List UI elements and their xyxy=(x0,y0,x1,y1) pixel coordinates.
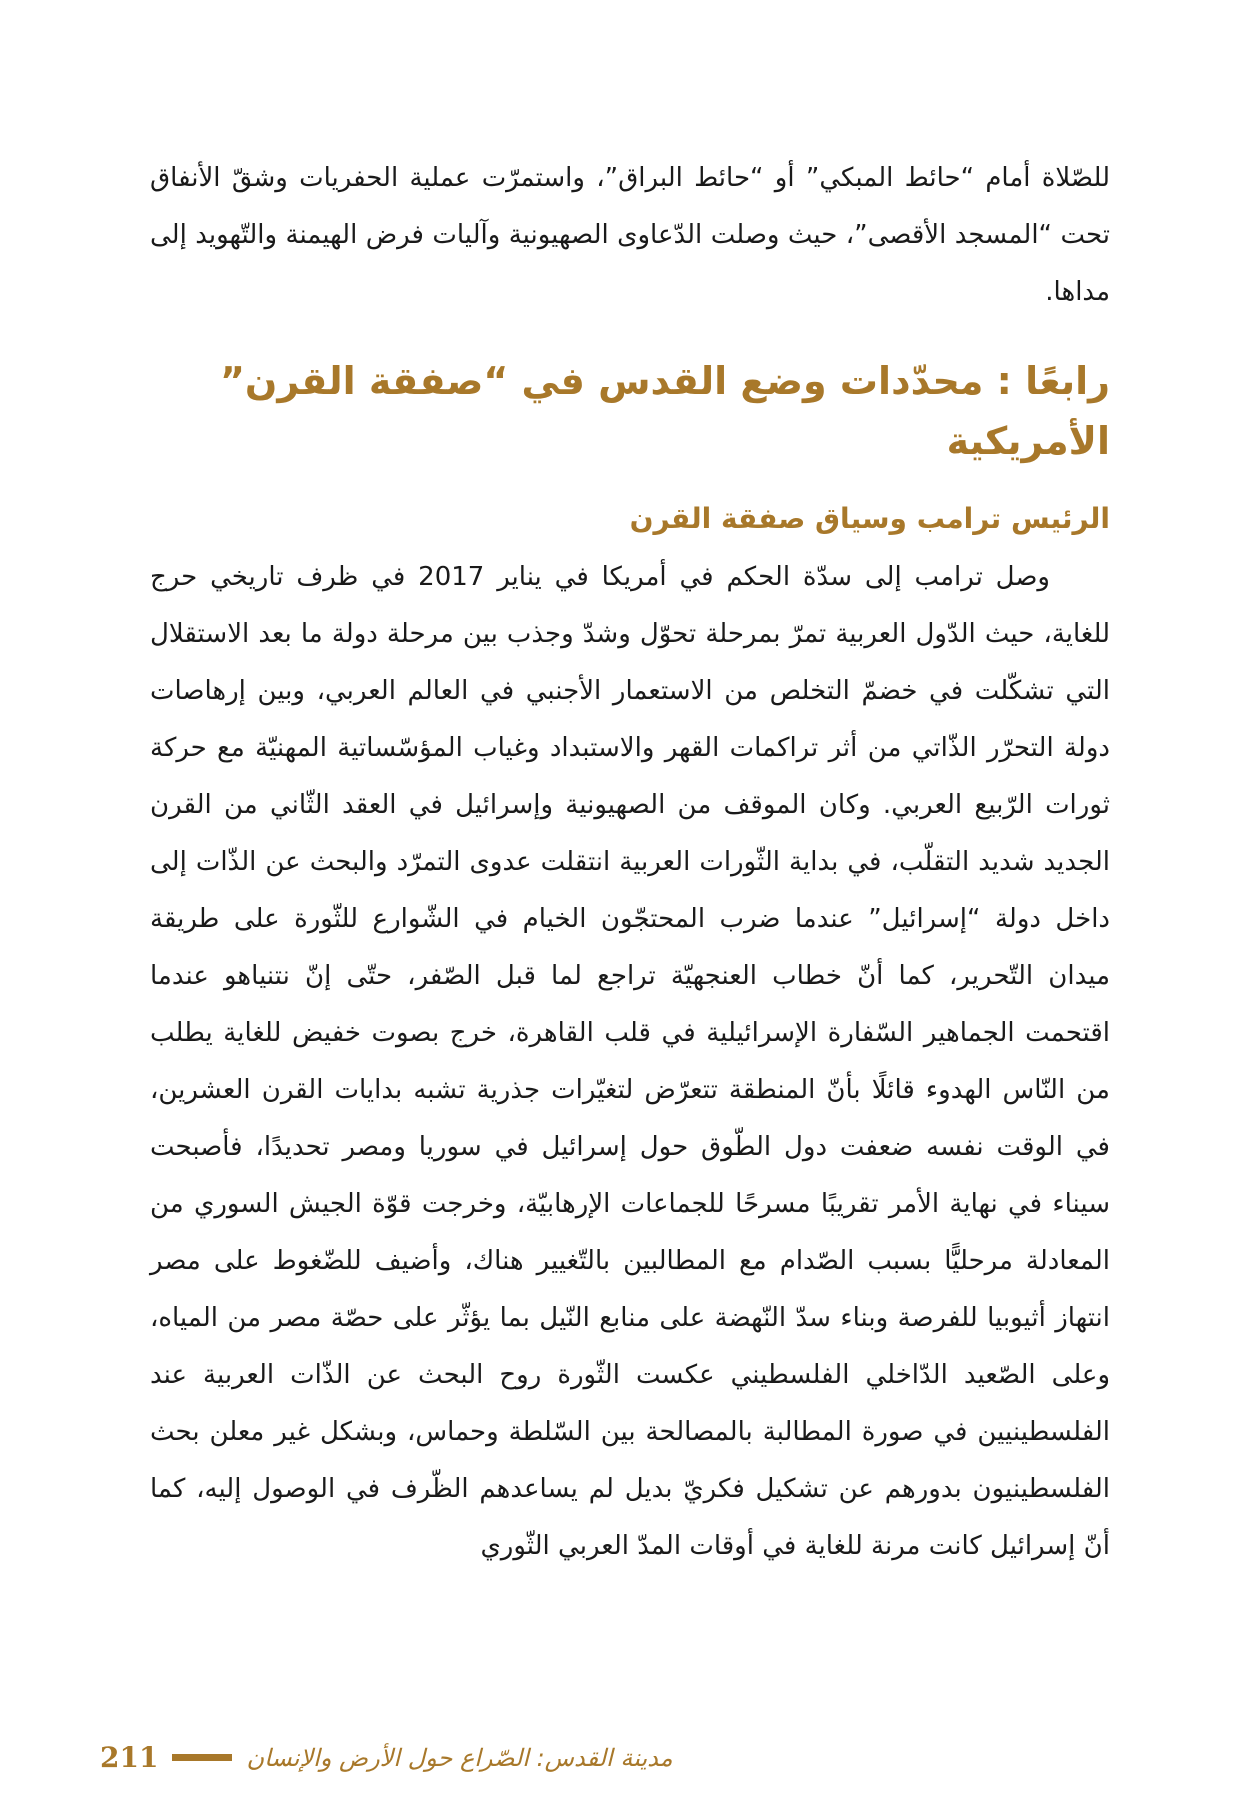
page-body xyxy=(150,150,1110,1812)
main-paragraph: وصل ترامب إلى سدّة الحكم في أمريكا في يناير 2017 في ظرف تاريخي حرج للغاية، حيث الدّول العربية تمرّ بمرحلة تحوّل وشدّ وجذب بين مرحلة دولة ما بعد الاستقلال التي تشكّلت في خضمّ التخلص من الاستعمار الأجنبي في العالم العربي، وبين إرهاصات دولة التحرّر الذّاتي من أثر تراكمات القهر والاستبداد وغياب المؤسّساتية المهنيّة مع حركة ثورات الرّبيع العربي. وكان الموقف من الصهيونية وإسرائيل في العقد الثّاني من القرن الجديد شديد التقلّب، في بداية الثّورات العربية انتقلت عدوى التمرّد والبحث عن الذّات إلى داخل دولة “إسرائيل” عندما ضرب المحتجّون الخيام في الشّوارع للثّورة على طريقة ميدان التّحرير، كما أنّ خطاب العنجهيّة تراجع لما قبل الصّفر، حتّى إنّ نتنياهو عندما اقتحمت الجماهير السّفارة الإسرائيلية في قلب القاهرة، خرج بصوت خفيض للغاية يطلب من النّاس الهدوء قائلًا بأنّ المنطقة تتعرّض لتغيّرات جذرية تشبه بدايات القرن العشرين، في الوقت نفسه ضعفت دول الطّوق حول إسرائيل في سوريا ومصر تحديدًا، فأصبحت سيناء في نهاية الأمر تقريبًا مسرحًا للجماعات الإرهابيّة، وخرجت قوّة الجيش السوري من المعادلة مرحليًّا بسبب الصّدام مع المطالبين بالتّغيير هناك، وأضيف للضّغوط على مصر انتهاز أثيوبيا للفرصة وبناء سدّ النّهضة على منابع النّيل بما يؤثّر على حصّة مصر من المياه، وعلى الصّعيد الدّاخلي الفلسطيني عكست الثّورة روح البحث عن الذّات العربية عند الفلسطينيين في صورة المطالبة بالمصالحة بين السّلطة وحماس، وبشكل غير معلن بحث الفلسطينيون بدورهم عن تشكيل فكريّ بديل لم يساعدهم الظّرف في الوصول إليه، كما أنّ إسرائيل كانت مرنة للغاية في أوقات المدّ العربي الثّوري xyxy=(150,562,1110,1561)
section-heading: رابعًا : محدّدات وضع القدس في “صفقة القرن” الأمريكية xyxy=(219,359,1110,463)
sub-heading: الرئيس ترامب وسياق صفقة القرن xyxy=(629,502,1110,535)
footer-divider xyxy=(172,1754,232,1761)
book-title: مدينة القدس: الصّراع حول الأرض والإنسان xyxy=(246,1743,673,1772)
page-number: 211 xyxy=(100,1741,159,1774)
intro-paragraph: للصّلاة أمام “حائط المبكي” أو “حائط البراق”، واستمرّت عملية الحفريات وشقّ الأنفاق تحت “المسجد الأقصى”، حيث وصلت الدّعاوى الصهيونية وآليات فرض الهيمنة والتّهويد إلى مداها. xyxy=(150,163,1110,307)
page-footer xyxy=(100,1741,673,1774)
